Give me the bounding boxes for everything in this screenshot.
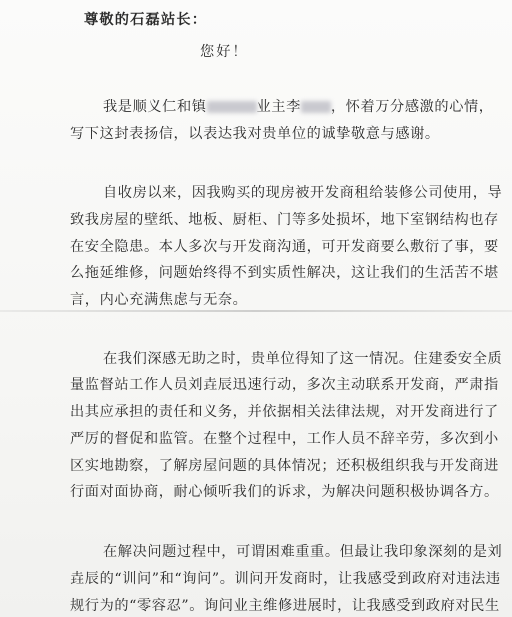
- letter-line: [70, 237, 499, 257]
- letter-line: [103, 542, 502, 562]
- letter-line: [70, 456, 499, 476]
- letter-text: 写下这封表扬信，以表达我对贵单位的诚挚敬意与感谢。: [70, 126, 440, 142]
- letter-text: 么拖延维修，问题始终得不到实质性解决，这让我们的生活苦不堪: [70, 265, 499, 281]
- letter-text: 垚辰的“训问”和“询问”。训问开发商时，让我感受到政府对违法违: [70, 571, 501, 587]
- letter-line: [70, 375, 499, 395]
- letter-text: 业主李: [256, 99, 301, 115]
- letter-text: ，怀着万分感激的心情，: [330, 99, 494, 115]
- letter-text: 规行为的“零容忍”。询问业主维修进展时，让我感受到政府对民生: [70, 598, 500, 614]
- redacted-text: [301, 101, 331, 113]
- letter-line: [70, 429, 499, 449]
- letter-text: 严厉的督促和监管。在整个过程中，工作人员不辞辛劳，多次到小: [70, 431, 499, 447]
- letter-text: 言，内心充满焦虑与无奈。: [70, 292, 248, 308]
- letter-line: [103, 97, 494, 117]
- greeting: 您好！: [200, 44, 249, 60]
- letter-text: 行面对面协商，耐心倾听我们的诉求，为解决问题积极协调各方。: [70, 484, 499, 500]
- letter-line: [70, 290, 247, 310]
- paper-fold-line: [0, 310, 512, 312]
- letter-line: [70, 263, 499, 283]
- salutation: 尊敬的石磊站长：: [84, 12, 208, 28]
- letter-text: 在解决问题过程中，可谓困难重重。但最让我印象深刻的是刘: [103, 544, 503, 560]
- letter-line: [70, 210, 499, 230]
- redacted-text: [207, 101, 257, 113]
- letter-line: [70, 596, 500, 616]
- letter-text: 致我房屋的壁纸、地板、厨柜、门等多处损坏，地下室钢结构也存: [70, 212, 499, 228]
- letter-line: [103, 349, 502, 369]
- letter-line: [70, 569, 501, 589]
- letter-text: 出其应承担的责任和义务，并依据相关法律法规，对开发商进行了: [70, 404, 499, 420]
- letter-line: [70, 482, 499, 502]
- letter-text: 在我们深感无助之时，贵单位得知了这一情况。住建委安全质: [103, 351, 503, 367]
- letter-text: 我是顺义仁和镇: [103, 99, 207, 115]
- letter-text: 量监督站工作人员刘垚辰迅速行动，多次主动联系开发商，严肃指: [70, 377, 499, 393]
- letter-line: [103, 183, 502, 203]
- letter-text: 区实地勘察，了解房屋问题的具体情况；还积极组织我与开发商进: [70, 458, 499, 474]
- letter-text: 自收房以来，因我购买的现房被开发商租给装修公司使用，导: [103, 185, 503, 201]
- letter-line: [70, 402, 499, 422]
- letter-text: 在安全隐患。本人多次与开发商沟通，可开发商要么敷衍了事，要: [70, 239, 499, 255]
- letter-line: [70, 124, 440, 144]
